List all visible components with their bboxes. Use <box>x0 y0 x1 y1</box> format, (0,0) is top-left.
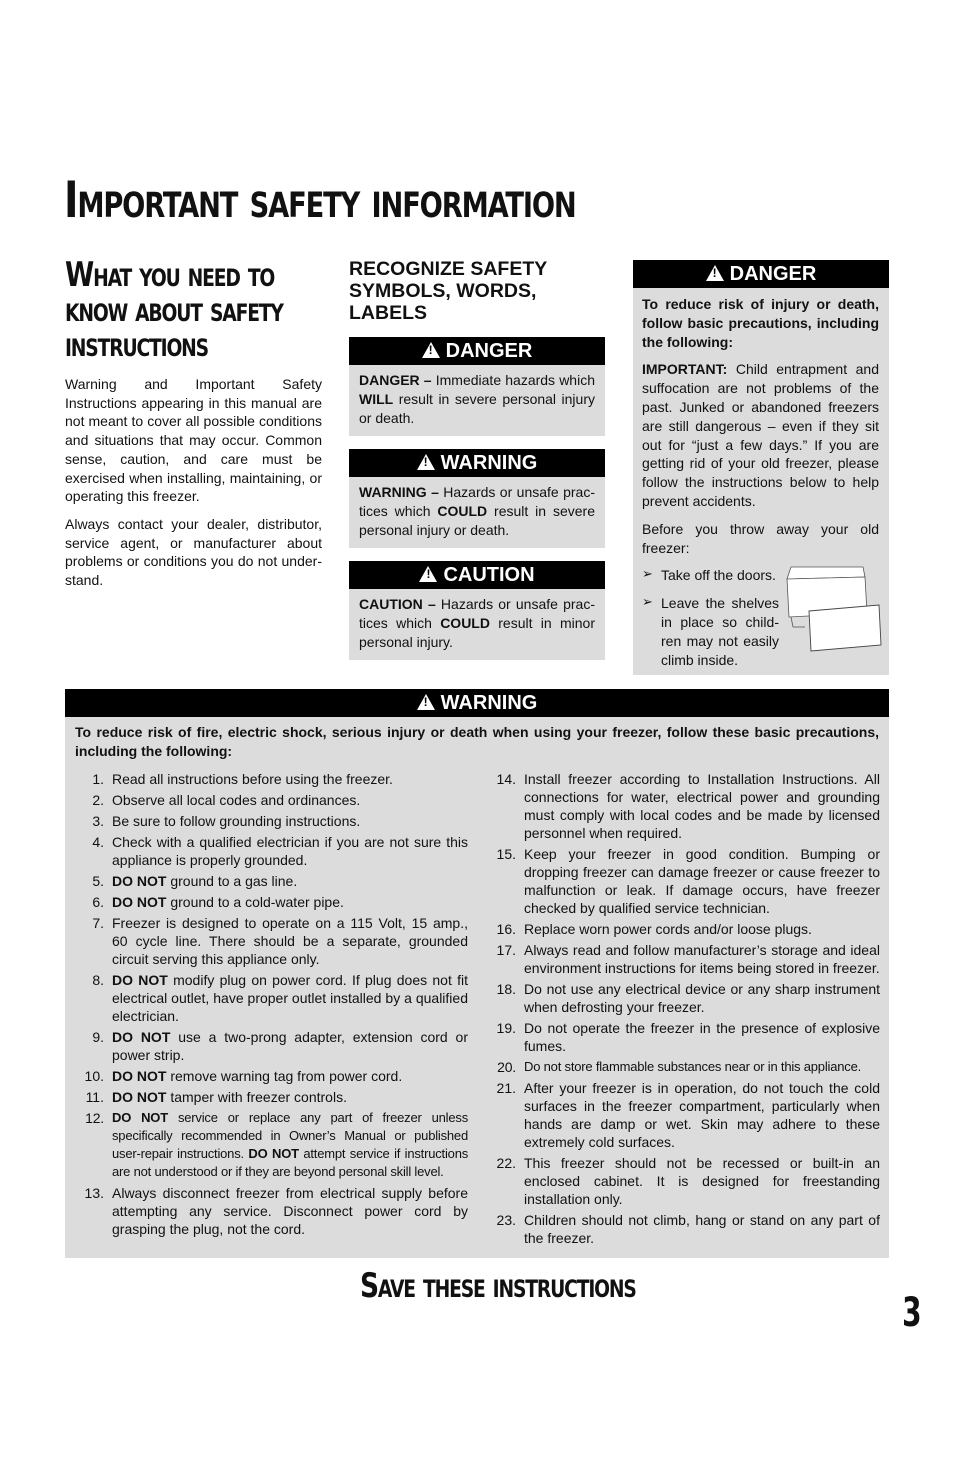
warning-label: WARNING <box>440 451 538 474</box>
item-number: 3. <box>92 813 104 829</box>
item-text: This freezer should not be recessed or built-in an enclosed cabinet. It is designed for freestanding installation only. <box>524 1155 880 1207</box>
warning-triangle-icon <box>417 454 435 470</box>
item-text: Always read and follow manufacturer’s storage and ideal environment instructions for items being stored in freezer. <box>524 942 880 976</box>
danger-symbol-box <box>349 337 605 436</box>
disposal-steps <box>642 566 779 669</box>
danger-intro: To reduce risk of injury or death, follow basic precautions, including the following: <box>642 296 879 350</box>
danger-header <box>633 260 889 288</box>
warning-triangle-icon <box>422 342 440 358</box>
item-number: 21. <box>496 1080 516 1096</box>
item-bold: DO NOT <box>243 1146 299 1161</box>
caution-lead: CAUTION – <box>359 596 436 612</box>
item-number: 23. <box>496 1212 516 1228</box>
warning-description <box>349 477 605 548</box>
item-bold: DO NOT <box>112 894 167 910</box>
list-item: ➢ Take off the doors. <box>642 566 779 585</box>
list-item <box>486 920 880 938</box>
warning-triangle-icon <box>417 694 435 710</box>
item-bold: DO NOT <box>112 873 167 889</box>
danger-label: DANGER <box>729 262 817 285</box>
item-text: ground to a cold-water pipe. <box>166 894 344 910</box>
item-number: 15. <box>496 846 516 862</box>
item-text: Always disconnect freezer from electrical supply before attempting any service. Disconnect power cord by grasping the plug, not the cord. <box>112 1185 468 1237</box>
item-text: Check with a qualified electrician if you are not sure this appliance is properly grounded. <box>112 834 468 868</box>
freezer-illustration <box>783 565 883 655</box>
item-number: 4. <box>92 834 104 850</box>
important-paragraph <box>642 360 879 510</box>
item-number: 1. <box>92 771 104 787</box>
item-text: Install freezer according to Installation Instructions. All connections for water, electrical power and grounding must comply with local codes and be made by licensed personnel when required. <box>524 771 880 841</box>
item-text: Keep your freezer in good condition. Bumping or dropping freezer can damage freezer or cause freezer to malfunction or leak. If damage occurs, have freezer checked by qualified service technician. <box>524 846 880 916</box>
danger-text-end: result in severe personal injury or death. <box>359 391 595 426</box>
caution-text: Hazards or unsafe practices which <box>359 596 596 631</box>
list-item <box>486 770 880 842</box>
item-text: remove warning tag from power cord. <box>166 1068 403 1084</box>
item-number: 19. <box>496 1020 516 1036</box>
item-number: 6. <box>92 894 104 910</box>
item-text: Observe all local codes and ordinances. <box>112 792 361 808</box>
danger-header <box>349 337 605 365</box>
list-item <box>486 1019 880 1055</box>
list-item <box>486 1154 880 1208</box>
danger-bold: WILL <box>359 391 394 407</box>
item-text: use a two-prong adapter, extension cord or power strip. <box>112 1029 468 1063</box>
item-bold: DO NOT <box>112 1029 171 1045</box>
item-bold: DO NOT <box>112 1068 167 1084</box>
list-item <box>74 1028 468 1064</box>
caution-label: CAUTION <box>443 563 535 586</box>
list-item <box>74 914 468 968</box>
item-text: tamper with freezer controls. <box>166 1089 347 1105</box>
item-text: attempt service if instructions are not understood or if they are beyond personal skill level. <box>112 1146 469 1179</box>
item-number: 16. <box>496 921 516 937</box>
list-item <box>74 812 468 830</box>
warning-label: WARNING <box>440 691 538 714</box>
item-text: After your freezer is in operation, do not touch the cold surfaces in the freezer compartment, particularly when hands are damp or wet. Skin may adhere to these extremely cold surfaces. <box>524 1080 880 1150</box>
warning-text-end: result in severe personal injury or death. <box>359 503 595 538</box>
warning-header <box>65 689 889 717</box>
warning-lead: WARNING – <box>359 484 439 500</box>
item-text: Do not operate the freezer in the presence of explosive fumes. <box>524 1020 880 1054</box>
list-item <box>74 770 468 788</box>
item-bold: DO NOT <box>112 1089 167 1105</box>
warning-bold: COULD <box>437 503 488 519</box>
about-paragraph-2: Always contact your dealer, distributor, service agent, or manufacturer about problems or conditions you do not understand. <box>65 515 322 589</box>
about-paragraph-1: Warning and Important Safety Instructions appearing in this manual are not meant to cover all possible conditions and situations that may occur. Common sense, caution, and care must be exercised when installing, maintaining, or operating this freezer. <box>65 376 322 505</box>
list-item <box>74 1067 468 1085</box>
save-instructions-heading: Save these instructions <box>360 1266 636 1306</box>
item-number: 10. <box>84 1068 104 1084</box>
warning-triangle-icon <box>706 265 724 281</box>
item-text: modify plug on power cord. If plug does not fit electrical outlet, have proper outlet installed by a qualified electrician. <box>112 972 468 1024</box>
danger-text: Immediate hazards which <box>431 372 595 388</box>
item-text: Freezer is designed to operate on a 115 Volt, 15 amp., 60 cycle line. There should be a separate, grounded circuit serving this appliance only. <box>112 915 468 967</box>
warning-triangle-icon <box>419 566 437 582</box>
list-item <box>486 1211 880 1247</box>
warning-symbol-box <box>349 449 605 548</box>
item-number: 12. <box>85 1110 104 1126</box>
item-text: Do not use any electrical device or any sharp instrument when defrosting your freezer. <box>524 981 880 1015</box>
caution-description <box>349 589 605 660</box>
item-number: 8. <box>92 972 104 988</box>
list-item <box>486 980 880 1016</box>
list-item <box>74 791 468 809</box>
section-title: What you need to know about safety instructions <box>65 255 283 365</box>
list-item <box>74 1184 468 1238</box>
list-item <box>486 941 880 977</box>
item-number: 17. <box>496 942 516 958</box>
item-text: Replace worn power cords and/or loose plugs. <box>524 921 812 937</box>
precautions-list-left <box>74 770 468 1241</box>
symbols-heading: RECOGNIZE SAFETY SYMBOLS, WORDS, LABELS <box>349 258 547 324</box>
page-number: 3 <box>902 1290 922 1336</box>
warning-intro: To reduce risk of fire, electric shock, serious injury or death when using your freezer, follow these basic precautions, including the following: <box>75 724 879 759</box>
page-title: Important safety information <box>64 171 576 229</box>
precautions-list-right <box>486 770 880 1250</box>
item-text: Be sure to follow grounding instructions. <box>112 813 361 829</box>
caution-symbol-box <box>349 561 605 660</box>
item-number: 5. <box>92 873 104 889</box>
list-item: ➢ Leave the shelves in place so children may not easily climb inside. <box>642 594 779 669</box>
item-bold: DO NOT <box>112 1110 168 1125</box>
item-number: 20. <box>497 1059 516 1075</box>
list-item <box>486 1079 880 1151</box>
caution-text-end: result in minor personal injury. <box>359 615 596 650</box>
safety-symbols-section <box>349 258 605 673</box>
danger-label: DANGER <box>445 339 533 362</box>
important-lead: IMPORTANT: <box>642 361 728 378</box>
item-number: 22. <box>496 1155 516 1171</box>
about-safety-section <box>65 255 322 599</box>
item-number: 11. <box>85 1089 104 1105</box>
before-throw-away: Before you throw away your old freezer: <box>642 520 879 556</box>
item-text: Read all instructions before using the freezer. <box>112 771 393 787</box>
item-number: 2. <box>92 792 104 808</box>
item-text: ground to a gas line. <box>166 873 298 889</box>
item-text: Do not store flammable substances near or in this appliance. <box>524 1059 862 1074</box>
item-number: 14. <box>496 771 516 787</box>
warning-header <box>349 449 605 477</box>
caution-bold: COULD <box>440 615 490 631</box>
list-item <box>74 893 468 911</box>
warning-text: Hazards or unsafe practices which <box>359 484 595 519</box>
main-warning-box <box>65 689 889 1258</box>
item-text: Children should not climb, hang or stand on any part of the freezer. <box>524 1212 880 1246</box>
item-bold: DO NOT <box>112 972 168 988</box>
list-item <box>74 872 468 890</box>
caution-header <box>349 561 605 589</box>
list-item <box>74 833 468 869</box>
item-number: 7. <box>92 915 104 931</box>
danger-lead: DANGER – <box>359 372 432 388</box>
important-text: Child entrapment and suffocation are not problems of the past. Junked or abandoned freezers are still dangerous – even if they sit out for “just a few days.” If you are getting rid of your old freezer, please follow the instructions below to help prevent accidents. <box>642 361 879 509</box>
list-item <box>486 845 880 917</box>
danger-description <box>349 365 605 436</box>
list-item <box>74 1109 468 1181</box>
item-number: 9. <box>92 1029 104 1045</box>
item-text: service or replace any part of freezer unless specifically recommended in Owner’s Manual or published user-repair instructions. <box>112 1110 468 1161</box>
item-number: 18. <box>496 981 516 997</box>
list-item <box>74 1088 468 1106</box>
item-number: 13. <box>84 1185 104 1201</box>
list-item <box>74 971 468 1025</box>
list-item <box>486 1058 880 1076</box>
